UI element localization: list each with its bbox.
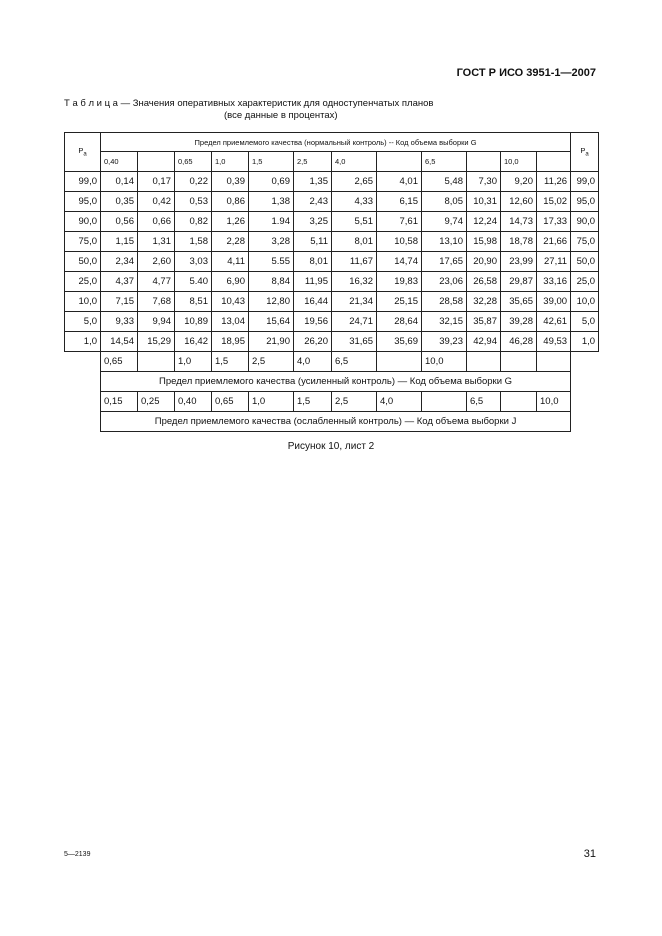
- oc-value-cell: 0,53: [175, 192, 212, 212]
- reduced-aql-cell: 0,40: [175, 392, 212, 412]
- oc-value-cell: 0,35: [101, 192, 138, 212]
- oc-value-cell: 0,39: [212, 172, 249, 192]
- reduced-aql-cell: [422, 392, 467, 412]
- oc-value-cell: 0,56: [101, 212, 138, 232]
- normal-aql-cell: [377, 152, 422, 172]
- pa-value: 50,0: [65, 252, 101, 272]
- oc-value-cell: 26,20: [294, 332, 332, 352]
- oc-value-cell: 18,78: [501, 232, 537, 252]
- oc-value-cell: 23,99: [501, 252, 537, 272]
- oc-value-cell: 11,26: [537, 172, 571, 192]
- normal-aql-cell: 6,5: [422, 152, 467, 172]
- oc-value-cell: 9,20: [501, 172, 537, 192]
- table-caption: [64, 98, 584, 122]
- oc-value-cell: 31,65: [332, 332, 377, 352]
- oc-value-cell: 12,80: [249, 292, 294, 312]
- tightened-aql-cell: 2,5: [249, 352, 294, 372]
- oc-value-cell: 7,15: [101, 292, 138, 312]
- table-row: [65, 312, 599, 332]
- oc-value-cell: 21,66: [537, 232, 571, 252]
- oc-value-cell: 16,44: [294, 292, 332, 312]
- oc-value-cell: 32,28: [467, 292, 501, 312]
- oc-value-cell: 1,35: [294, 172, 332, 192]
- oc-value-cell: 1.94: [249, 212, 294, 232]
- tightened-aql-cell: 6,5: [332, 352, 377, 372]
- oc-value-cell: 12,24: [467, 212, 501, 232]
- oc-value-cell: 35,65: [501, 292, 537, 312]
- oc-value-cell: 1,15: [101, 232, 138, 252]
- normal-aql-cell: 0,40: [101, 152, 138, 172]
- pa-value: 10,0: [65, 292, 101, 312]
- oc-value-cell: 2,43: [294, 192, 332, 212]
- pa-value: 5,0: [65, 312, 101, 332]
- reduced-aql-cell: 0,25: [138, 392, 175, 412]
- oc-value-cell: 13,04: [212, 312, 249, 332]
- pa-value-right: 25,0: [571, 272, 599, 292]
- oc-value-cell: 16,42: [175, 332, 212, 352]
- oc-value-cell: 8,84: [249, 272, 294, 292]
- oc-value-cell: 0,86: [212, 192, 249, 212]
- oc-value-cell: 4,33: [332, 192, 377, 212]
- reduced-aql-cell: 1,0: [249, 392, 294, 412]
- table-row: [65, 172, 599, 192]
- normal-aql-cell: 10,0: [501, 152, 537, 172]
- oc-value-cell: 10,31: [467, 192, 501, 212]
- oc-value-cell: 14,73: [501, 212, 537, 232]
- oc-value-cell: 25,15: [377, 292, 422, 312]
- oc-value-cell: 9,74: [422, 212, 467, 232]
- reduced-aql-cell: 6,5: [467, 392, 501, 412]
- reduced-inspection-label: Предел приемлемого качества (ослабленный контроль) — Код объема выборки J: [101, 412, 571, 432]
- tightened-aql-cell: [138, 352, 175, 372]
- oc-value-cell: 28,58: [422, 292, 467, 312]
- oc-value-cell: 14,74: [377, 252, 422, 272]
- oc-value-cell: 1,58: [175, 232, 212, 252]
- oc-value-cell: 23,06: [422, 272, 467, 292]
- pa-value-right: 90,0: [571, 212, 599, 232]
- oc-value-cell: 5,48: [422, 172, 467, 192]
- oc-value-cell: 0,22: [175, 172, 212, 192]
- oc-value-cell: 2,60: [138, 252, 175, 272]
- oc-value-cell: 27,11: [537, 252, 571, 272]
- oc-value-cell: 2,28: [212, 232, 249, 252]
- oc-value-cell: 1,38: [249, 192, 294, 212]
- oc-value-cell: 10,43: [212, 292, 249, 312]
- oc-value-cell: 7,68: [138, 292, 175, 312]
- normal-inspection-header: Предел приемлемого качества (нормальный контроль) -- Код объема выборки G: [101, 133, 571, 152]
- oc-value-cell: 11,95: [294, 272, 332, 292]
- oc-value-cell: 35,69: [377, 332, 422, 352]
- tightened-aql-cell: 0,65: [101, 352, 138, 372]
- normal-aql-cell: 4,0: [332, 152, 377, 172]
- header-row-top: [65, 133, 599, 152]
- oc-value-cell: 8,01: [294, 252, 332, 272]
- tightened-aql-cell: 1,0: [175, 352, 212, 372]
- table-row: [65, 252, 599, 272]
- oc-value-cell: 14,54: [101, 332, 138, 352]
- oc-value-cell: 18,95: [212, 332, 249, 352]
- caption-line-2: (все данные в процентах): [224, 110, 338, 121]
- tightened-aql-cell: 4,0: [294, 352, 332, 372]
- tightened-aql-row: [65, 352, 599, 372]
- normal-aql-cell: 2,5: [294, 152, 332, 172]
- oc-value-cell: 4,77: [138, 272, 175, 292]
- pa-value: 90,0: [65, 212, 101, 232]
- oc-value-cell: 19,83: [377, 272, 422, 292]
- oc-value-cell: 2,65: [332, 172, 377, 192]
- pa-value-right: 99,0: [571, 172, 599, 192]
- oc-value-cell: 42,94: [467, 332, 501, 352]
- pa-value-right: 50,0: [571, 252, 599, 272]
- oc-value-cell: 0,69: [249, 172, 294, 192]
- oc-value-cell: 3,28: [249, 232, 294, 252]
- normal-aql-cell: [138, 152, 175, 172]
- tightened-aql-cell: 10,0: [422, 352, 467, 372]
- oc-value-cell: 46,28: [501, 332, 537, 352]
- standard-header: ГОСТ Р ИСО 3951-1—2007: [456, 67, 596, 79]
- tightened-aql-cell: [501, 352, 537, 372]
- pa-value: 25,0: [65, 272, 101, 292]
- tightened-inspection-label: Предел приемлемого качества (усиленный контроль) — Код объема выборки G: [101, 372, 571, 392]
- oc-value-cell: 29,87: [501, 272, 537, 292]
- oc-value-cell: 15,29: [138, 332, 175, 352]
- table-row: [65, 192, 599, 212]
- oc-value-cell: 9,94: [138, 312, 175, 332]
- tightened-aql-cell: [537, 352, 571, 372]
- oc-value-cell: 0,66: [138, 212, 175, 232]
- oc-value-cell: 7,61: [377, 212, 422, 232]
- oc-value-cell: 16,32: [332, 272, 377, 292]
- oc-value-cell: 26,58: [467, 272, 501, 292]
- figure-caption: Рисунок 10, лист 2: [287, 441, 375, 452]
- reduced-aql-cell: 0,15: [101, 392, 138, 412]
- reduced-aql-cell: 0,65: [212, 392, 249, 412]
- oc-value-cell: 49,53: [537, 332, 571, 352]
- oc-value-cell: 35,87: [467, 312, 501, 332]
- oc-value-cell: 33,16: [537, 272, 571, 292]
- normal-aql-cell: [537, 152, 571, 172]
- oc-value-cell: 39,00: [537, 292, 571, 312]
- oc-value-cell: 8,01: [332, 232, 377, 252]
- pa-value-right: 10,0: [571, 292, 599, 312]
- oc-value-cell: 32,15: [422, 312, 467, 332]
- table-row: [65, 272, 599, 292]
- oc-value-cell: 17,33: [537, 212, 571, 232]
- oc-value-cell: 6,15: [377, 192, 422, 212]
- table-row: [65, 212, 599, 232]
- oc-value-cell: 4,11: [212, 252, 249, 272]
- oc-value-cell: 17,65: [422, 252, 467, 272]
- normal-aql-cell: 0,65: [175, 152, 212, 172]
- oc-value-cell: 39,28: [501, 312, 537, 332]
- oc-value-cell: 5,51: [332, 212, 377, 232]
- tightened-aql-cell: [377, 352, 422, 372]
- oc-value-cell: 13,10: [422, 232, 467, 252]
- pa-value-right: 1,0: [571, 332, 599, 352]
- oc-value-cell: 4,01: [377, 172, 422, 192]
- pa-left-header: $P_a$: [65, 133, 101, 172]
- oc-value-cell: 10,58: [377, 232, 422, 252]
- oc-value-cell: 20,90: [467, 252, 501, 272]
- caption-line-1: Т а б л и ц а — Значения оперативных характеристик для одноступенчатых планов: [64, 98, 434, 109]
- oc-value-cell: 7,30: [467, 172, 501, 192]
- oc-value-cell: 39,23: [422, 332, 467, 352]
- oc-value-cell: 0,42: [138, 192, 175, 212]
- table-row: [65, 332, 599, 352]
- pa-value: 95,0: [65, 192, 101, 212]
- tightened-aql-cell: [467, 352, 501, 372]
- oc-value-cell: 9,33: [101, 312, 138, 332]
- tightened-aql-cell: 1,5: [212, 352, 249, 372]
- oc-value-cell: 0,82: [175, 212, 212, 232]
- reduced-aql-row: [65, 392, 599, 412]
- oc-value-cell: 8,51: [175, 292, 212, 312]
- oc-value-cell: 1,31: [138, 232, 175, 252]
- oc-value-cell: 12,60: [501, 192, 537, 212]
- oc-value-cell: 5.55: [249, 252, 294, 272]
- oc-value-cell: 1,26: [212, 212, 249, 232]
- pa-value-right: 5,0: [571, 312, 599, 332]
- oc-value-cell: 5.40: [175, 272, 212, 292]
- oc-value-cell: 5,11: [294, 232, 332, 252]
- normal-aql-cell: [467, 152, 501, 172]
- oc-value-cell: 42,61: [537, 312, 571, 332]
- oc-value-cell: 4,37: [101, 272, 138, 292]
- reduced-aql-cell: 2,5: [332, 392, 377, 412]
- reduced-aql-cell: 1,5: [294, 392, 332, 412]
- oc-value-cell: 21,34: [332, 292, 377, 312]
- reduced-aql-cell: 10,0: [537, 392, 571, 412]
- oc-value-cell: 6,90: [212, 272, 249, 292]
- oc-value-cell: 28,64: [377, 312, 422, 332]
- oc-value-cell: 2,34: [101, 252, 138, 272]
- oc-value-cell: 3,03: [175, 252, 212, 272]
- oc-value-cell: 15,02: [537, 192, 571, 212]
- normal-aql-row: [65, 152, 599, 172]
- oc-values-table: [64, 132, 599, 432]
- oc-value-cell: 0,17: [138, 172, 175, 192]
- print-code: 5—2139: [64, 851, 91, 858]
- oc-value-cell: 15,98: [467, 232, 501, 252]
- table-row: [65, 232, 599, 252]
- table-row: [65, 292, 599, 312]
- pa-value-right: 95,0: [571, 192, 599, 212]
- pa-value: 75,0: [65, 232, 101, 252]
- pa-right-header: $P_a$: [571, 133, 599, 172]
- oc-value-cell: 0,14: [101, 172, 138, 192]
- oc-value-cell: 3,25: [294, 212, 332, 232]
- pa-value: 99,0: [65, 172, 101, 192]
- oc-value-cell: 19,56: [294, 312, 332, 332]
- normal-aql-cell: 1,0: [212, 152, 249, 172]
- oc-value-cell: 11,67: [332, 252, 377, 272]
- oc-value-cell: 15,64: [249, 312, 294, 332]
- oc-value-cell: 21,90: [249, 332, 294, 352]
- reduced-aql-cell: [501, 392, 537, 412]
- oc-value-cell: 24,71: [332, 312, 377, 332]
- reduced-aql-cell: 4,0: [377, 392, 422, 412]
- oc-value-cell: 10,89: [175, 312, 212, 332]
- pa-value-right: 75,0: [571, 232, 599, 252]
- normal-aql-cell: 1,5: [249, 152, 294, 172]
- oc-value-cell: 8,05: [422, 192, 467, 212]
- pa-value: 1,0: [65, 332, 101, 352]
- page-number: 31: [583, 848, 596, 860]
